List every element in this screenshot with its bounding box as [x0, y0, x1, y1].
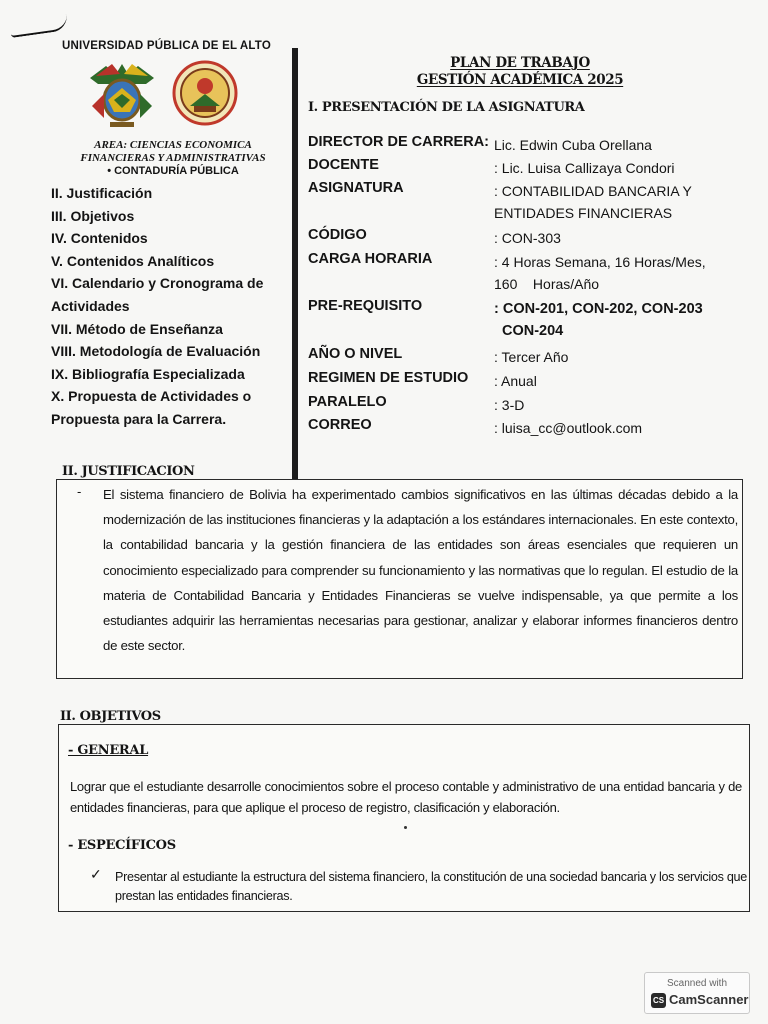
university-emblem-icon	[172, 60, 238, 126]
area-label	[60, 139, 286, 178]
prerequisito-line-1: : CON-201, CON-202, CON-203	[494, 301, 703, 317]
correo-value: : luisa_cc@outlook.com	[494, 420, 643, 436]
correo-label: CORREO	[308, 417, 372, 433]
toc-item: Actividades	[51, 297, 130, 314]
regimen-value: : Anual	[494, 373, 537, 389]
justificacion-title: II. JUSTIFICACION	[62, 464, 195, 479]
general-title: - GENERAL	[68, 743, 149, 758]
plan-title-line-1: PLAN DE TRABAJO	[450, 55, 590, 71]
toc-item: III. Objetivos	[51, 207, 135, 224]
toc-item: VII. Método de Enseñanza	[51, 320, 223, 337]
justificacion-bullet: -	[77, 484, 82, 499]
camscanner-watermark	[644, 972, 750, 1014]
carga-horaria-label: CARGA HORARIA	[308, 251, 433, 267]
camscanner-logo-icon: CS	[651, 993, 666, 1008]
toc-item: VI. Calendario y Cronograma de	[51, 275, 264, 292]
prerequisito-label: PRE-REQUISITO	[308, 298, 423, 314]
codigo-value: : CON-303	[494, 230, 561, 246]
university-name: UNIVERSIDAD PÚBLICA DE EL ALTO	[62, 40, 271, 52]
director-label: DIRECTOR DE CARRERA:	[308, 134, 489, 150]
toc-item: V. Contenidos Analíticos	[51, 252, 215, 269]
carga-horaria-line-1: : 4 Horas Semana, 16 Horas/Mes,	[494, 254, 706, 270]
area-line-2: FINANCIERAS Y ADMINISTRATIVAS	[80, 152, 266, 164]
prerequisito-value	[494, 298, 744, 342]
paralelo-label: PARALELO	[308, 394, 387, 410]
docente-label: DOCENTE	[308, 157, 379, 173]
paralelo-value: : 3-D	[494, 397, 525, 413]
toc-item: IX. Bibliografía Especializada	[51, 365, 245, 382]
prerequisito-line-2: CON-204	[502, 323, 564, 339]
toc-item: Propuesta para la Carrera.	[51, 410, 227, 427]
table-of-contents	[51, 182, 291, 431]
regimen-label: REGIMEN DE ESTUDIO	[308, 370, 469, 386]
stray-dot	[404, 826, 407, 829]
toc-item: VIII. Metodología de Evaluación	[51, 343, 261, 360]
toc-item: II. Justificación	[51, 185, 153, 201]
general-text: Lograr que el estudiante desarrolle conocimientos sobre el proceso contable y administrativo de una entidad bancaria y de entidades financieras, para que aplique el proceso de registro, clasificación y elaboración.	[70, 779, 742, 815]
camscanner-brand: CamScanner	[669, 992, 749, 1007]
especificos-title: - ESPECÍFICOS	[68, 838, 176, 853]
justificacion-text: El sistema financiero de Bolivia ha experimentado cambios significativos en las últimas décadas debido a la modernización de las instituciones financieras y la adaptación a los estándares internacionales. En este contexto, la contabilidad bancaria y la gestión financiera de las entidades son áreas esenciales que requieren un conocimiento especializado para comprender su funcionamiento y las normativas que lo regulan. El estudio de la materia de Contabilidad Bancaria y Entidades Financieras se vuelve indispensable, ya que permite a los estudiantes adquirir las herramientas necesarias para gestionar, analizar y elaborar informes financieros dentro de este sector.	[103, 487, 738, 654]
anio-label: AÑO O NIVEL	[308, 346, 403, 362]
toc-item: X. Propuesta de Actividades o	[51, 388, 252, 405]
section-presentacion-title: I. PRESENTACIÓN DE LA ASIGNATURA	[308, 100, 585, 115]
asignatura-value-line-2: ENTIDADES FINANCIERAS	[494, 205, 673, 221]
objetivos-title: II. OBJETIVOS	[60, 709, 161, 724]
carga-horaria-line-2: 160 Horas/Año	[494, 276, 600, 292]
area-line-3: • CONTADURÍA PÚBLICA	[107, 165, 239, 177]
director-value: Lic. Edwin Cuba Orellana	[494, 137, 652, 153]
plan-title	[300, 55, 740, 89]
asignatura-value	[494, 180, 744, 224]
docente-value: : Lic. Luisa Callizaya Condori	[494, 160, 675, 176]
plan-title-line-2: GESTIÓN ACADÉMICA 2025	[416, 72, 624, 88]
codigo-label: CÓDIGO	[308, 227, 367, 243]
coat-of-arms-icon	[86, 60, 158, 130]
anio-value: : Tercer Año	[494, 349, 569, 365]
area-line-1: AREA: CIENCIAS ECONOMICA	[94, 139, 252, 151]
vertical-divider	[292, 48, 298, 480]
pen-mark	[9, 14, 69, 38]
toc-item: IV. Contenidos	[51, 230, 148, 247]
asignatura-label: ASIGNATURA	[308, 180, 404, 196]
carga-horaria-value	[494, 251, 744, 295]
scanned-with-label: Scanned with	[666, 978, 728, 989]
checkmark-icon: ✓	[90, 866, 102, 882]
especifico-item-1: Presentar al estudiante la estructura del sistema financiero, la constitución de una sociedad bancaria y los servicios que prestan las entidades financieras.	[115, 870, 747, 903]
asignatura-value-line-1: : CONTABILIDAD BANCARIA Y	[494, 183, 692, 199]
